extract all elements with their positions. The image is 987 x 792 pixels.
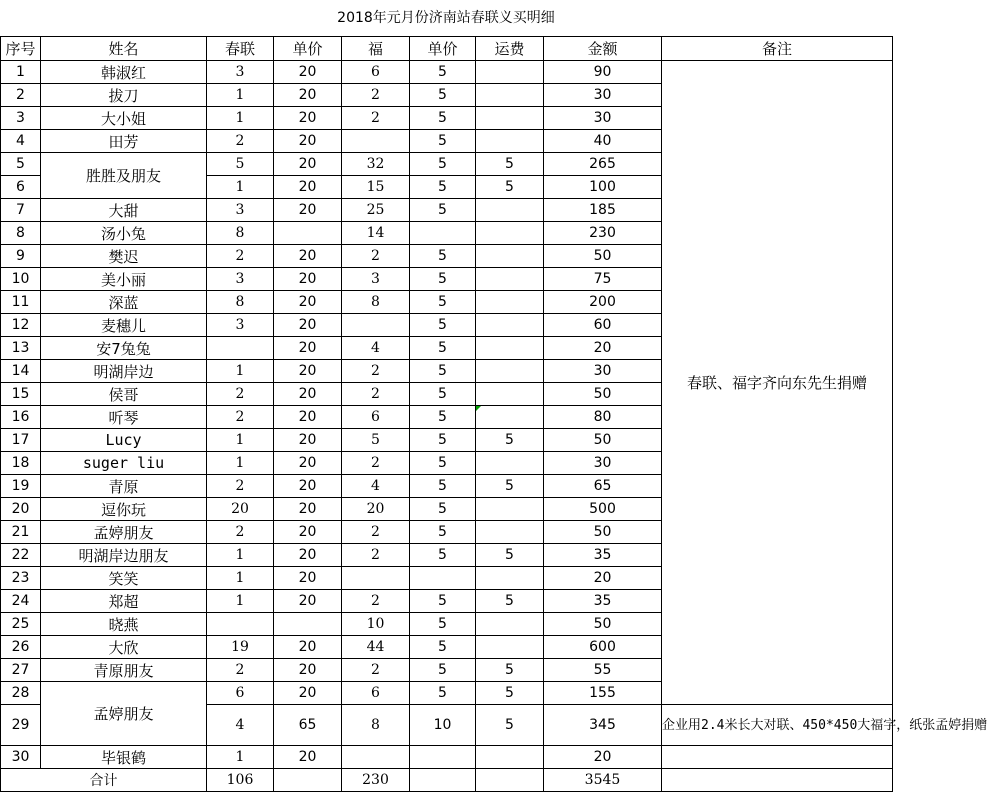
cell-name[interactable]: 逗你玩 [41,498,207,521]
cell-couplet-price[interactable]: 20 [274,636,342,659]
cell-couplet-price[interactable]: 65 [274,705,342,746]
cell-name[interactable]: 拔刀 [41,84,207,107]
cell-couplet[interactable]: 8 [207,291,274,314]
cell-fu[interactable]: 2 [342,590,410,613]
header-fu[interactable]: 福 [342,37,410,61]
cell-name[interactable]: 孟婷朋友 [41,682,207,746]
cell-fu[interactable]: 3 [342,268,410,291]
cell-couplet[interactable]: 1 [207,567,274,590]
cell-couplet[interactable]: 2 [207,130,274,153]
cell-couplet-price[interactable]: 20 [274,475,342,498]
cell-seq[interactable]: 13 [1,337,41,360]
cell-amount[interactable]: 50 [544,245,662,268]
cell-name[interactable]: 美小丽 [41,268,207,291]
cell-fu-price[interactable]: 5 [410,291,476,314]
cell-seq[interactable]: 22 [1,544,41,567]
cell-fu-price[interactable]: 5 [410,498,476,521]
cell-couplet[interactable]: 1 [207,544,274,567]
cell-fu-price[interactable]: 5 [410,544,476,567]
cell-amount[interactable]: 80 [544,406,662,429]
cell-fu[interactable] [342,567,410,590]
cell-fu-price[interactable]: 5 [410,107,476,130]
cell-seq[interactable]: 15 [1,383,41,406]
cell-fu-price[interactable]: 5 [410,383,476,406]
cell-shipping[interactable] [476,314,544,337]
cell-fu-price[interactable]: 5 [410,61,476,84]
cell-seq[interactable]: 5 [1,153,41,176]
cell-name[interactable]: Lucy [41,429,207,452]
cell-amount[interactable]: 35 [544,590,662,613]
cell-name[interactable]: 麦穗儿 [41,314,207,337]
remark-donation-main[interactable]: 春联、福字齐向东先生捐赠 [662,61,893,705]
cell-shipping[interactable] [476,406,544,429]
cell-fu[interactable]: 2 [342,452,410,475]
totals-fu[interactable]: 230 [342,769,410,792]
cell-shipping[interactable] [476,337,544,360]
cell-fu-price[interactable] [410,746,476,769]
cell-fu-price[interactable]: 5 [410,130,476,153]
cell-fu-price[interactable] [410,222,476,245]
cell-couplet-price[interactable]: 20 [274,153,342,176]
cell-amount[interactable]: 35 [544,544,662,567]
cell-fu-price[interactable]: 5 [410,176,476,199]
cell-couplet[interactable]: 6 [207,682,274,705]
cell-couplet[interactable]: 1 [207,176,274,199]
cell-fu[interactable]: 2 [342,107,410,130]
cell-fu-price[interactable] [410,567,476,590]
cell-seq[interactable]: 11 [1,291,41,314]
cell-seq[interactable]: 12 [1,314,41,337]
cell-fu[interactable]: 2 [342,521,410,544]
cell-amount[interactable]: 55 [544,659,662,682]
cell-couplet-price[interactable]: 20 [274,199,342,222]
cell-fu-price[interactable]: 10 [410,705,476,746]
cell-name[interactable]: 大欣 [41,636,207,659]
header-fu-price[interactable]: 单价 [410,37,476,61]
cell-shipping[interactable] [476,130,544,153]
cell-couplet-price[interactable]: 20 [274,746,342,769]
cell-name[interactable]: 安7兔兔 [41,337,207,360]
cell-name[interactable]: 孟婷朋友 [41,521,207,544]
cell-shipping[interactable]: 5 [476,682,544,705]
header-seq[interactable]: 序号 [1,37,41,61]
cell-fu-price[interactable]: 5 [410,429,476,452]
cell-seq[interactable]: 18 [1,452,41,475]
cell-couplet-price[interactable]: 20 [274,84,342,107]
cell-fu[interactable]: 15 [342,176,410,199]
cell-fu[interactable]: 2 [342,383,410,406]
cell-name[interactable]: 明湖岸边 [41,360,207,383]
cell-seq[interactable]: 6 [1,176,41,199]
cell-seq[interactable]: 28 [1,682,41,705]
cell-amount[interactable]: 100 [544,176,662,199]
cell-couplet[interactable]: 1 [207,360,274,383]
cell-couplet[interactable]: 1 [207,590,274,613]
totals-amount[interactable]: 3545 [544,769,662,792]
cell-couplet-price[interactable]: 20 [274,107,342,130]
cell-couplet-price[interactable]: 20 [274,590,342,613]
cell-amount[interactable]: 20 [544,567,662,590]
cell-couplet-price[interactable] [274,222,342,245]
cell-name[interactable]: 深蓝 [41,291,207,314]
cell-shipping[interactable] [476,291,544,314]
cell-shipping[interactable] [476,61,544,84]
cell-seq[interactable]: 2 [1,84,41,107]
cell-fu-price[interactable]: 5 [410,475,476,498]
cell-amount[interactable]: 30 [544,107,662,130]
cell-name[interactable]: 笑笑 [41,567,207,590]
cell-couplet[interactable]: 2 [207,659,274,682]
cell-name[interactable]: 大甜 [41,199,207,222]
cell-fu-price[interactable]: 5 [410,613,476,636]
cell-couplet-price[interactable]: 20 [274,314,342,337]
cell-name[interactable]: 听琴 [41,406,207,429]
cell-name[interactable]: 韩淑红 [41,61,207,84]
cell-amount[interactable]: 30 [544,360,662,383]
cell-amount[interactable]: 50 [544,613,662,636]
cell-shipping[interactable]: 5 [476,475,544,498]
cell-fu[interactable]: 44 [342,636,410,659]
cell-shipping[interactable] [476,567,544,590]
cell-shipping[interactable] [476,222,544,245]
cell-amount[interactable]: 500 [544,498,662,521]
cell-seq[interactable]: 27 [1,659,41,682]
cell-couplet[interactable]: 1 [207,107,274,130]
cell-fu[interactable]: 2 [342,84,410,107]
cell-amount[interactable]: 200 [544,291,662,314]
cell-shipping[interactable] [476,452,544,475]
header-remark[interactable]: 备注 [662,37,893,61]
cell-shipping[interactable] [476,268,544,291]
cell-shipping[interactable]: 5 [476,176,544,199]
cell-seq[interactable]: 30 [1,746,41,769]
cell-amount[interactable]: 30 [544,84,662,107]
cell-couplet[interactable]: 2 [207,383,274,406]
cell-fu-price[interactable]: 5 [410,199,476,222]
cell-fu[interactable] [342,130,410,153]
totals-row [1,769,893,792]
cell-couplet[interactable]: 1 [207,84,274,107]
cell-shipping[interactable] [476,636,544,659]
cell-fu[interactable]: 14 [342,222,410,245]
cell-couplet[interactable]: 3 [207,314,274,337]
cell-seq[interactable]: 24 [1,590,41,613]
cell-couplet-price[interactable]: 20 [274,268,342,291]
cell-fu[interactable]: 4 [342,337,410,360]
cell-shipping[interactable] [476,613,544,636]
cell-couplet-price[interactable]: 20 [274,291,342,314]
cell-shipping[interactable] [476,746,544,769]
cell-seq[interactable]: 23 [1,567,41,590]
cell-couplet[interactable]: 1 [207,429,274,452]
cell-fu-price[interactable]: 5 [410,314,476,337]
cell-couplet[interactable]: 2 [207,475,274,498]
cell-amount[interactable]: 50 [544,521,662,544]
cell-name[interactable]: 毕银鹤 [41,746,207,769]
cell-seq[interactable]: 20 [1,498,41,521]
remark-donation-enterprise[interactable]: 企业用2.4米长大对联、450*450大福字，纸张孟婷捐赠 [662,705,893,746]
cell-couplet-price[interactable]: 20 [274,521,342,544]
cell-couplet-price[interactable] [274,613,342,636]
cell-fu[interactable]: 2 [342,245,410,268]
cell-couplet-price[interactable]: 20 [274,429,342,452]
totals-empty-cell[interactable] [476,769,544,792]
cell-fu-price[interactable]: 5 [410,682,476,705]
cell-name[interactable]: 明湖岸边朋友 [41,544,207,567]
cell-amount[interactable]: 75 [544,268,662,291]
cell-shipping[interactable]: 5 [476,544,544,567]
cell-name[interactable]: 侯哥 [41,383,207,406]
cell-fu-price[interactable]: 5 [410,84,476,107]
cell-amount[interactable]: 20 [544,337,662,360]
cell-fu[interactable]: 20 [342,498,410,521]
cell-seq[interactable]: 14 [1,360,41,383]
cell-couplet[interactable]: 8 [207,222,274,245]
cell-seq[interactable]: 21 [1,521,41,544]
header-amount[interactable]: 金额 [544,37,662,61]
table-row [1,61,893,84]
cell-fu-price[interactable]: 5 [410,360,476,383]
cell-fu[interactable]: 2 [342,659,410,682]
cell-seq[interactable]: 10 [1,268,41,291]
cell-fu-price[interactable]: 5 [410,590,476,613]
cell-amount[interactable]: 600 [544,636,662,659]
cell-amount[interactable]: 60 [544,314,662,337]
comment-indicator-icon[interactable] [476,406,481,411]
cell-couplet-price[interactable]: 20 [274,452,342,475]
cell-fu[interactable]: 32 [342,153,410,176]
cell-couplet-price[interactable]: 20 [274,360,342,383]
header-row [1,37,893,61]
cell-fu-price[interactable]: 5 [410,268,476,291]
cell-fu[interactable] [342,314,410,337]
cell-shipping[interactable] [476,107,544,130]
donation-table [0,36,987,792]
totals-empty-cell[interactable] [274,769,342,792]
header-couplet[interactable]: 春联 [207,37,274,61]
cell-fu[interactable]: 4 [342,475,410,498]
cell-seq[interactable]: 29 [1,705,41,746]
cell-fu-price[interactable]: 5 [410,659,476,682]
cell-shipping[interactable]: 5 [476,659,544,682]
cell-seq[interactable]: 19 [1,475,41,498]
cell-shipping[interactable] [476,199,544,222]
cell-fu[interactable]: 6 [342,406,410,429]
cell-shipping[interactable]: 5 [476,705,544,746]
cell-shipping[interactable] [476,521,544,544]
cell-name[interactable]: suger liu [41,452,207,475]
cell-couplet[interactable] [207,337,274,360]
cell-fu-price[interactable]: 5 [410,406,476,429]
cell-fu-price[interactable]: 5 [410,153,476,176]
cell-shipping[interactable] [476,245,544,268]
cell-couplet[interactable]: 20 [207,498,274,521]
cell-shipping[interactable] [476,84,544,107]
cell-couplet[interactable]: 3 [207,268,274,291]
cell-amount[interactable]: 30 [544,452,662,475]
cell-name[interactable]: 大小姐 [41,107,207,130]
header-name[interactable]: 姓名 [41,37,207,61]
cell-seq[interactable]: 4 [1,130,41,153]
cell-seq[interactable]: 16 [1,406,41,429]
cell-fu[interactable]: 10 [342,613,410,636]
cell-fu[interactable]: 6 [342,682,410,705]
cell-amount[interactable]: 345 [544,705,662,746]
cell-fu[interactable]: 5 [342,429,410,452]
cell-amount[interactable]: 265 [544,153,662,176]
cell-name[interactable]: 汤小兔 [41,222,207,245]
cell-fu[interactable]: 25 [342,199,410,222]
totals-couplet[interactable]: 106 [207,769,274,792]
header-shipping[interactable]: 运费 [476,37,544,61]
cell-couplet[interactable]: 5 [207,153,274,176]
cell-couplet[interactable]: 1 [207,452,274,475]
cell-couplet[interactable]: 19 [207,636,274,659]
cell-couplet[interactable]: 2 [207,521,274,544]
cell-shipping[interactable] [476,498,544,521]
cell-couplet-price[interactable]: 20 [274,337,342,360]
cell-couplet-price[interactable]: 20 [274,61,342,84]
cell-couplet[interactable]: 1 [207,746,274,769]
cell-seq[interactable]: 26 [1,636,41,659]
cell-shipping[interactable]: 5 [476,429,544,452]
totals-empty-cell[interactable] [410,769,476,792]
cell-name[interactable]: 青原 [41,475,207,498]
table-row [1,746,893,769]
cell-name[interactable]: 郑超 [41,590,207,613]
cell-seq[interactable]: 25 [1,613,41,636]
cell-couplet[interactable]: 2 [207,406,274,429]
cell-couplet[interactable] [207,613,274,636]
cell-couplet-price[interactable]: 20 [274,176,342,199]
cell-fu[interactable]: 2 [342,544,410,567]
cell-fu[interactable]: 2 [342,360,410,383]
totals-empty-cell[interactable] [662,769,893,792]
cell-couplet[interactable]: 4 [207,705,274,746]
cell-shipping[interactable]: 5 [476,590,544,613]
cell-seq[interactable]: 1 [1,61,41,84]
remark-empty-cell[interactable] [662,746,893,769]
cell-fu-price[interactable]: 5 [410,337,476,360]
cell-couplet-price[interactable]: 20 [274,383,342,406]
header-couplet-price[interactable]: 单价 [274,37,342,61]
totals-label[interactable]: 合计 [1,769,207,792]
cell-couplet-price[interactable]: 20 [274,245,342,268]
cell-amount[interactable]: 50 [544,383,662,406]
cell-name[interactable]: 田芳 [41,130,207,153]
cell-couplet-price[interactable]: 20 [274,659,342,682]
cell-amount[interactable]: 185 [544,199,662,222]
cell-fu-price[interactable]: 5 [410,521,476,544]
cell-amount[interactable]: 155 [544,682,662,705]
cell-seq[interactable]: 3 [1,107,41,130]
cell-name[interactable]: 青原朋友 [41,659,207,682]
cell-couplet[interactable]: 3 [207,199,274,222]
cell-name[interactable]: 樊迟 [41,245,207,268]
cell-shipping[interactable] [476,383,544,406]
cell-amount[interactable]: 230 [544,222,662,245]
cell-fu-price[interactable]: 5 [410,452,476,475]
cell-seq[interactable]: 7 [1,199,41,222]
sheet-title: 2018年元月份济南站春联义买明细 [337,10,555,26]
cell-fu[interactable]: 8 [342,705,410,746]
cell-amount[interactable]: 50 [544,429,662,452]
cell-couplet-price[interactable]: 20 [274,682,342,705]
cell-fu[interactable]: 6 [342,61,410,84]
cell-seq[interactable]: 17 [1,429,41,452]
cell-fu[interactable]: 8 [342,291,410,314]
cell-amount[interactable]: 90 [544,61,662,84]
cell-seq[interactable]: 9 [1,245,41,268]
cell-couplet[interactable]: 2 [207,245,274,268]
cell-name[interactable]: 晓燕 [41,613,207,636]
cell-name[interactable]: 胜胜及朋友 [41,153,207,199]
cell-couplet-price[interactable]: 20 [274,130,342,153]
cell-shipping[interactable] [476,360,544,383]
cell-couplet[interactable]: 3 [207,61,274,84]
cell-couplet-price[interactable]: 20 [274,567,342,590]
cell-amount[interactable]: 65 [544,475,662,498]
cell-couplet-price[interactable]: 20 [274,498,342,521]
cell-couplet-price[interactable]: 20 [274,406,342,429]
cell-amount[interactable]: 40 [544,130,662,153]
cell-couplet-price[interactable]: 20 [274,544,342,567]
cell-fu[interactable] [342,746,410,769]
cell-amount[interactable]: 20 [544,746,662,769]
cell-fu-price[interactable]: 5 [410,636,476,659]
cell-fu-price[interactable]: 5 [410,245,476,268]
cell-shipping[interactable]: 5 [476,153,544,176]
cell-seq[interactable]: 8 [1,222,41,245]
